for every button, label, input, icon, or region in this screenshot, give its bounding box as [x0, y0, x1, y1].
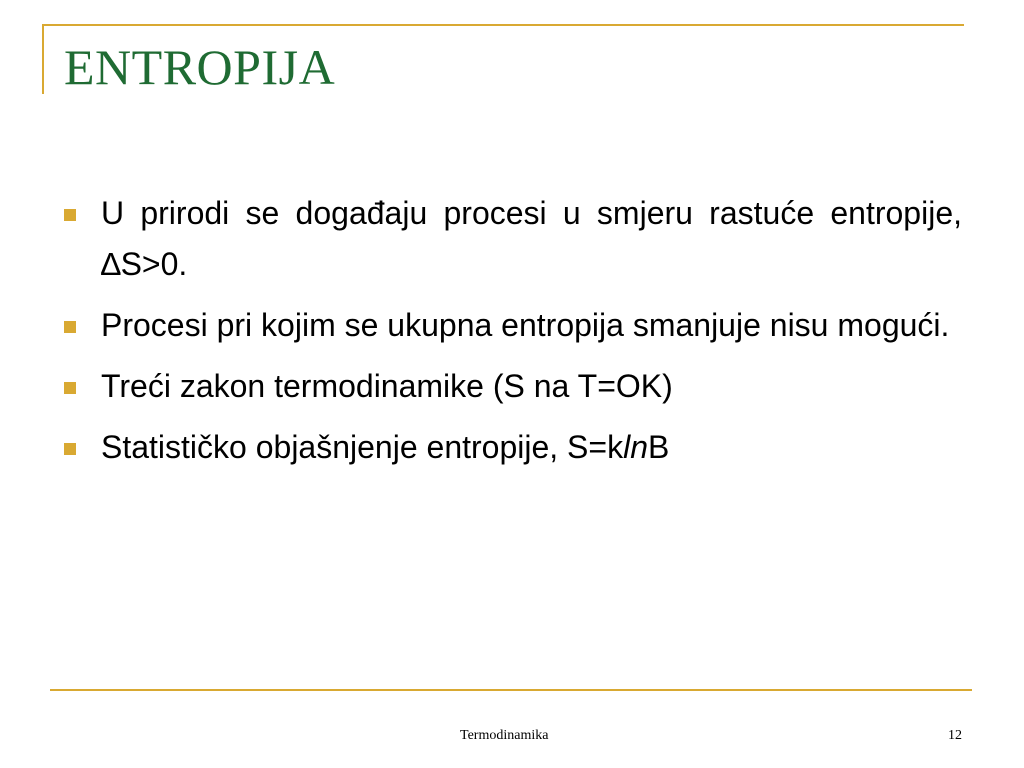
- bullet-item: [64, 300, 962, 351]
- square-bullet-icon: [64, 209, 76, 221]
- bullet-list: [64, 188, 962, 483]
- formula-suffix: B: [647, 429, 670, 465]
- bullet-item: [64, 361, 962, 412]
- square-bullet-icon: [64, 443, 76, 455]
- square-bullet-icon: [64, 321, 76, 333]
- bullet-item: [64, 188, 962, 290]
- square-bullet-icon: [64, 382, 76, 394]
- formula-prefix: Statističko objašnjenje entropije, S=k: [101, 429, 624, 465]
- footer-divider: [50, 689, 972, 691]
- bullet-text: Procesi pri kojim se ukupna entropija smanjuje nisu mogući.: [101, 307, 950, 343]
- left-border-line: [42, 24, 44, 94]
- footer-title: Termodinamika: [460, 728, 549, 743]
- bullet-text: Treći zakon termodinamike (S na T=OK): [101, 368, 673, 404]
- bullet-item: [64, 422, 962, 473]
- top-border-line: [42, 24, 964, 26]
- page-number: 12: [948, 728, 962, 743]
- bullet-text: [101, 429, 669, 465]
- formula-ln: ln: [623, 429, 648, 465]
- slide-title: ENTROPIJA: [64, 39, 336, 95]
- bullet-text: U prirodi se događaju procesi u smjeru rastuće entropije, ∆S>0.: [101, 195, 962, 282]
